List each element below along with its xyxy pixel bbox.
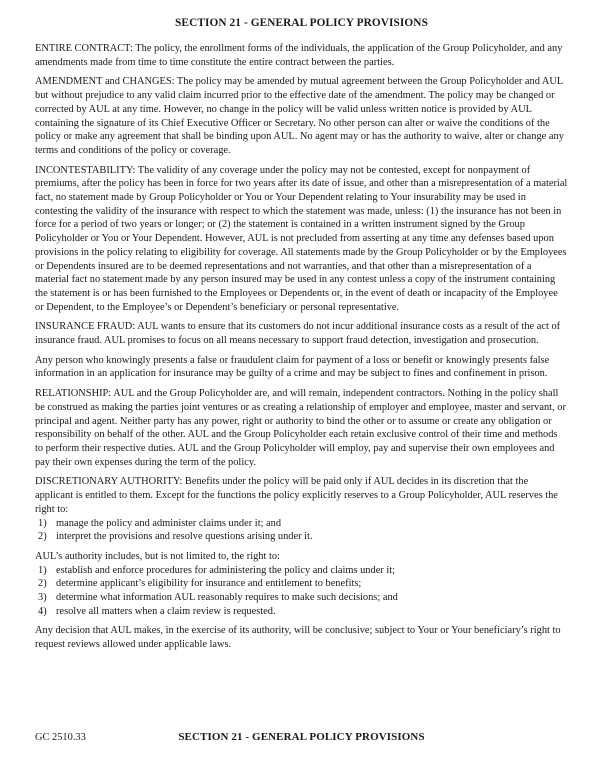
- paragraph-fraud-warning: Any person who knowingly presents a false or fraudulent claim for payment of a loss or benefit or knowingly presents false information in an application for insurance may be guilty of a crime and may be subject to fines and confinement in prison.: [35, 354, 550, 380]
- paragraph-conclusive-decision: Any decision that AUL makes, in the exercise of its authority, will be conclusive; subject to Your or Your beneficiary’s right to request reviews allowed under applicable laws.: [35, 625, 561, 651]
- document-body: [35, 16, 568, 658]
- list-item: [38, 564, 568, 578]
- paragraph-discretionary-authority: DISCRETIONARY AUTHORITY: Benefits under the policy will be paid only if AUL decides in its discretion that the applicant is entitled to them. Except for the functions the policy explicitly reserves to a Group Policyholder, AUL reserves the right to:: [35, 476, 558, 515]
- list-item: [38, 577, 568, 591]
- list-item-text: determine applicant’s eligibility for insurance and entitlement to benefits;: [56, 578, 362, 590]
- list-item-text: establish and enforce procedures for administering the policy and claims under it;: [56, 564, 396, 576]
- list-item: [38, 591, 568, 605]
- list-item-number: 2): [38, 578, 47, 590]
- paragraph-relationship: RELATIONSHIP: AUL and the Group Policyholder are, and will remain, independent contractors. Nothing in the policy shall be construed as making the parties joint ventures or as creating a relationship of employer and employee, master and servant, or principal and agent. Neither party has any power, right or authority to bind the other or to assume or create any obligation or responsibility on behalf of the other. AUL and the Group Policyholder each retain exclusive control of their time and methods to perform their respective duties. AUL and the Group Policyholder will employ, pay and supervise their own employees and pay their own expenses during the term of the policy.: [35, 388, 566, 468]
- discretionary-rights-list: [35, 517, 568, 544]
- list-item-text: determine what information AUL reasonably requires to make such decisions; and: [56, 592, 398, 604]
- paragraph-insurance-fraud: INSURANCE FRAUD: AUL wants to ensure that its customers do not incur additional insurance costs as a result of the act of insurance fraud. AUL promises to focus on all means necessary to support fraud detection, investigation and prosecution.: [35, 321, 561, 347]
- list-item-number: 2): [38, 531, 47, 543]
- footer-section-title: SECTION 21 - GENERAL POLICY PROVISIONS: [178, 731, 425, 743]
- footer-form-code: GC 2510.33: [35, 732, 86, 743]
- list-item-text: interpret the provisions and resolve questions arising under it.: [56, 531, 313, 543]
- paragraph-entire-contract: ENTIRE CONTRACT: The policy, the enrollment forms of the individuals, the application of the Group Policyholder, and any amendments made from time to time constitute the entire contract between the parties.: [35, 43, 563, 68]
- list-item-text: manage the policy and administer claims under it; and: [56, 517, 282, 529]
- list-item: [38, 517, 568, 531]
- list-item: [38, 605, 568, 619]
- list-item-text: resolve all matters when a claim review is requested.: [56, 605, 276, 617]
- paragraph-amendment-changes: AMENDMENT and CHANGES: The policy may be amended by mutual agreement between the Group Policyholder and AUL but without prejudice to any valid claim incurred prior to the effective date of the amendment. The policy may be changed or corrected by AUL at any time. However, no change in the policy will be valid unless written notice is provided by AUL containing the signature of its Chief Executive Officer or Secretary. No other person can alter or waive the conditions of the policy or make any agreement that shall be binding upon AUL. No agent may or has the authority to waive, alter or change any terms and conditions of the policy or coverage.: [35, 76, 564, 156]
- paragraph-authority-intro: AUL’s authority includes, but is not limited to, the right to:: [35, 550, 280, 562]
- page-title: SECTION 21 - GENERAL POLICY PROVISIONS: [175, 17, 428, 29]
- paragraph-incontestability: INCONTESTABILITY: The validity of any coverage under the policy may not be contested, except for nonpayment of premiums, after the policy has been in force for two years after its date of issue, and other than a misrepresentation of a material fact, no statement made by Group Policyholder or You or Your Dependent relating to Your insurability may be used in contesting the validity of the insurance with respect to which the statement was made, unless: (1) the insurance has not been in force for a period of two years or longer; or (2) the statement is contained in a written instrument signed by the Group Policyholder or You or Your Dependent. However, AUL is not precluded from asserting at any time any defenses based upon provisions in the policy relating to eligibility for coverage. All statements made by the Group Policyholder or by the Employees or Dependents insured are to be deemed representations and not warranties, and that other than a misrepresentation of a material fact no statement made by any person insured may be used in any contest unless a copy of the instrument containing the statement is or has been furnished to the Employees or Dependents or, in the event of death or incapacity of the Employee or Dependent, to the Employee’s or Dependent’s beneficiary or personal representative.: [35, 164, 568, 313]
- aul-authority-list: [35, 564, 568, 619]
- page-footer: [35, 731, 568, 747]
- list-item-number: 4): [38, 605, 47, 617]
- list-item-number: 1): [38, 564, 47, 576]
- list-item: [38, 530, 568, 544]
- list-item-number: 3): [38, 592, 47, 604]
- list-item-number: 1): [38, 517, 47, 529]
